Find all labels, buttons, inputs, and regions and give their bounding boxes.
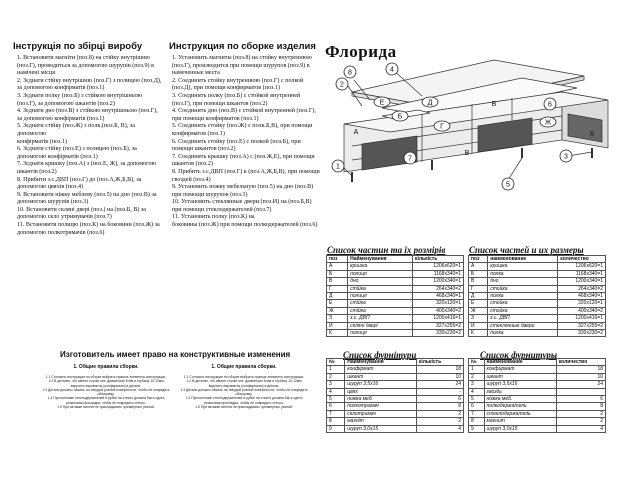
- hardware-ru-table: [468, 358, 606, 433]
- table-cell: гвоздь: [484, 388, 556, 395]
- table-cell: дно: [488, 278, 558, 285]
- table-cell: 2: [416, 418, 463, 425]
- table-cell: з.с. ДВП: [488, 315, 558, 322]
- table-cell: 8: [556, 403, 605, 410]
- table-cell: 327х255=2: [412, 322, 463, 329]
- header-cell: кількість: [412, 256, 463, 263]
- rule-item: 1.3 Детали должны лежать на твердой ровной поверхности, чтобы не повредить облицовку.: [42, 387, 170, 397]
- table-cell: А: [327, 263, 348, 270]
- ua-step: 10. Встановити скляні двері (поз.) на (поз.Б, В) за допомогою скло утримувачів (поз.7): [17, 206, 146, 221]
- ua-step: 3. Зєднати полку (поз.Б) з стійкою внутрішньою (поз.Г), за допомогою шкантів (поз.2): [17, 92, 143, 107]
- table-cell: Ж: [469, 307, 488, 314]
- table-cell: полка: [488, 270, 558, 277]
- table-row: [327, 307, 464, 314]
- table-row: [469, 418, 606, 425]
- table-cell: ножка меб.: [484, 396, 556, 403]
- table-cell: 2: [469, 373, 485, 380]
- table-cell: полкотримач: [345, 403, 417, 410]
- table-cell: З: [327, 315, 348, 322]
- table-row: [327, 403, 464, 410]
- table-cell: В: [327, 278, 348, 285]
- table-cell: 1: [327, 366, 345, 373]
- table-header-row: [327, 359, 464, 366]
- table-cell: шуруп 3,0х15: [345, 425, 417, 432]
- rule-item: 1.5 При затяжке винтов не прикладывать чрезмерных усилий.: [195, 405, 293, 410]
- ua-step: 5. Зєднати стійку (поз.Ж) з полк.(поз.Б, В), за допомогою: [17, 123, 135, 137]
- ua-step: 2. Зєднати стійку внутрішню (поз.Г) з полицею (поз.Д), за допомогою конфірматів (поз.1): [17, 77, 162, 92]
- table-cell: 1206х620=1: [412, 263, 463, 270]
- table-cell: 2: [327, 373, 345, 380]
- callout-label: К: [589, 131, 595, 138]
- ua-step: намічені місця: [17, 70, 56, 77]
- parts-ru-title: Список частей и их размеры: [469, 245, 584, 255]
- ru-step: 4. Соединить дно (поз.В) с стойкой внутренней (поз.Г), при помощи конфирматов (поз.1): [172, 108, 316, 122]
- header-cell: поз: [469, 256, 488, 263]
- ru-step: 10. Установить стеклянные двери (поз.И) на (поз.Б,В): [172, 199, 312, 206]
- table-row: [327, 263, 464, 270]
- table-cell: Г: [327, 285, 348, 292]
- table-cell: 1206х620=1: [558, 263, 606, 270]
- table-cell: В: [469, 278, 488, 285]
- table-row: [469, 425, 606, 432]
- table-row: [327, 300, 464, 307]
- table-cell: полка: [488, 293, 558, 300]
- header-cell: наименование: [488, 256, 558, 263]
- table-cell: 9: [469, 425, 485, 432]
- hardware-ru-title: Список фурнитуры: [480, 350, 558, 360]
- parts-ua-table: [326, 255, 464, 337]
- table-cell: 2: [416, 410, 463, 417]
- table-cell: 18: [556, 366, 605, 373]
- ru-step: 8. Прибить з.с.ДВП (поз.Г) к (поз.А,Ж,Б,В), при помощи гвоздей (поз.4): [172, 168, 320, 183]
- table-row: [327, 330, 464, 337]
- table-cell: 264х340=2: [412, 285, 463, 292]
- table-row: [469, 322, 606, 329]
- table-cell: 9: [327, 425, 345, 432]
- callout-label: 8: [348, 69, 352, 77]
- table-cell: 5: [327, 396, 345, 403]
- table-row: [469, 403, 606, 410]
- table-cell: 3: [327, 381, 345, 388]
- table-cell: Б: [327, 270, 348, 277]
- rules-title: 1. Общие правила сборки.: [211, 364, 277, 370]
- table-row: [469, 330, 606, 337]
- ua-step: шкантів (поз.2): [17, 168, 57, 175]
- table-cell: И: [469, 322, 488, 329]
- table-cell: 330х230=2: [412, 330, 463, 337]
- table-cell: И: [327, 322, 348, 329]
- ru-step: при помощи стеклодержателей (поз.7): [172, 206, 272, 213]
- table-cell: 327х255=2: [558, 322, 606, 329]
- table-row: [469, 293, 606, 300]
- table-cell: стойка: [488, 307, 558, 314]
- table-cell: 1168х340=1: [558, 270, 606, 277]
- callout-label: 7: [408, 155, 412, 163]
- table-cell: склотримач: [345, 410, 417, 417]
- table-cell: 4: [327, 388, 345, 395]
- table-row: [327, 396, 464, 403]
- table-cell: 330х230=2: [558, 330, 606, 337]
- table-cell: Г: [469, 285, 488, 292]
- table-cell: 18: [416, 366, 463, 373]
- hardware-ua-title: Список фурнітури: [343, 350, 417, 360]
- table-cell: шкант: [484, 373, 556, 380]
- table-cell: [556, 388, 605, 395]
- table-row: [469, 263, 606, 270]
- table-cell: з.с. ДВП: [348, 315, 413, 322]
- table-cell: стеклянные двери: [488, 322, 558, 329]
- table-row: [327, 270, 464, 277]
- callout-label: Е: [379, 99, 385, 107]
- table-cell: 7: [469, 410, 485, 417]
- table-cell: 320х120=1: [558, 300, 606, 307]
- header-cell: количество: [556, 359, 605, 366]
- callout-label: 5: [506, 181, 510, 189]
- table-cell: дно: [348, 278, 413, 285]
- table-cell: 10: [556, 373, 605, 380]
- ru-step: 2. Соединить стойку внутреннюю (поз.Г) с полкой (поз.Д), при помощи конфирматов (поз.1): [172, 77, 304, 92]
- table-cell: Б: [469, 270, 488, 277]
- callout-label: 1: [336, 163, 340, 171]
- table-cell: 264х340=2: [558, 285, 606, 292]
- rule-item: 1.4 При монтаже стеклодержателей в рубке на стекло должна быть одета резиновая прокладка, чтобы не повредить стекло.: [47, 396, 165, 405]
- table-row: [469, 373, 606, 380]
- table-cell: 4: [469, 388, 485, 395]
- table-cell: Ж: [327, 307, 348, 314]
- table-row: [327, 418, 464, 425]
- table-cell: 8: [469, 418, 485, 425]
- table-row: [469, 366, 606, 373]
- table-row: [327, 278, 464, 285]
- manufacturer-note: Изготовитель имеет право на конструктивные изменения: [60, 350, 291, 359]
- ru-instruction-title: Инструкция по сборке изделия: [169, 41, 316, 52]
- callout-label: 2: [340, 81, 344, 89]
- ua-step: конфірматів (поз.1): [17, 138, 68, 145]
- ua-step: 1. Встановити магніти (поз.8) на стійку внутрішню (поз.Г), проводиться за допомогою шурупів (поз.9) в: [17, 55, 154, 69]
- table-cell: 4: [556, 425, 605, 432]
- rule-item: 1.4 При монтаже стеклодержателей в рубке на стекло должна быть одета резиновая прокладка, чтобы не повредить стекло.: [185, 396, 303, 405]
- table-cell: 1200х416=1: [558, 315, 606, 322]
- hardware-ua-table: [326, 358, 464, 433]
- table-cell: 10: [416, 373, 463, 380]
- table-cell: 24: [416, 381, 463, 388]
- table-row: [469, 381, 606, 388]
- table-header-row: [469, 359, 606, 366]
- callout-label: 3: [564, 153, 568, 161]
- ru-step: боковины (поз.Ж) при помощи полкодержателей (поз.6): [172, 222, 318, 229]
- header-cell: поз: [327, 256, 348, 263]
- table-cell: скляні двері: [348, 322, 413, 329]
- table-cell: 7: [327, 410, 345, 417]
- table-header-row: [327, 256, 464, 263]
- rules-title: 1. Общие правила сборки.: [73, 364, 139, 370]
- table-row: [327, 381, 464, 388]
- callout-label: Б: [397, 113, 403, 121]
- table-cell: кришка: [488, 263, 558, 270]
- ua-step: 9. Встановити ніжку меблеву (поз.5) на дно (поз.В) за допомогою шурупів (поз.3): [17, 191, 157, 206]
- brand-title: Флорида: [325, 42, 397, 61]
- table-row: [469, 388, 606, 395]
- table-cell: 4: [416, 425, 463, 432]
- ua-step: 4. Зєднати дно (поз.В) з стійкою внутрішньою (поз.Г), за допомогою конфірматів (поз.1): [17, 108, 158, 122]
- table-cell: 468х340=1: [412, 293, 463, 300]
- table-row: [469, 307, 606, 314]
- table-cell: 5: [469, 396, 485, 403]
- table-header-row: [469, 256, 606, 263]
- header-cell: Найменування: [348, 256, 413, 263]
- table-cell: 6: [556, 396, 605, 403]
- header-cell: наименование: [484, 359, 556, 366]
- table-cell: 1: [469, 366, 485, 373]
- table-cell: 2: [556, 418, 605, 425]
- header-cell: Найменування: [345, 359, 417, 366]
- ua-step: 11. Встановити полицю (поз.К) на боковини (поз.Ж) за допомогою полкотримачів (поз.6): [17, 222, 160, 236]
- ru-step: 7. Соединить крышку (поз.А) с (поз.Ж,Е), при помощи шкантов (поз.2): [172, 153, 315, 168]
- table-cell: шкант: [345, 373, 417, 380]
- table-cell: 2: [556, 410, 605, 417]
- ua-steps: [17, 55, 163, 237]
- table-cell: стійка: [348, 300, 413, 307]
- callout-label: Г: [440, 123, 444, 131]
- rule-item: 1.1 Согласно инструкции по сборке выбрать нужные элементы конструкции.: [183, 375, 305, 379]
- table-cell: 6: [416, 396, 463, 403]
- table-cell: Д: [469, 293, 488, 300]
- ua-instruction-title: Інструкція по збірці виробу: [13, 41, 143, 52]
- ru-steps: [172, 55, 320, 230]
- ru-step: 5. Соединить стойку (поз.Ж) с полк.Б,В), при помощи конфирматов (поз.1): [172, 123, 313, 137]
- furniture-exploded-diagram: [322, 56, 640, 196]
- table-cell: стійка: [348, 307, 413, 314]
- table-cell: -: [416, 388, 463, 395]
- table-cell: А: [469, 263, 488, 270]
- table-cell: 400х340=2: [558, 307, 606, 314]
- table-cell: шуруп 3,0х15: [484, 425, 556, 432]
- callout-label: 4: [390, 66, 394, 74]
- rule-item: 1.2 В деталях, что имеют ступки отв. диаметром 8 мм и глубину 10-12мм вкрутить евровинты (конфирматы) в детали.: [186, 379, 302, 388]
- parts-ua-title: Список частин та їх розмірів: [327, 245, 446, 255]
- table-cell: стійка: [348, 285, 413, 292]
- table-row: [469, 410, 606, 417]
- header-cell: количество: [558, 256, 606, 263]
- table-cell: 1200х416=1: [412, 315, 463, 322]
- rule-item: 1.3 Детали должны лежать на твердой ровной поверхности, чтобы не повредить облицовку.: [180, 387, 308, 397]
- table-row: [327, 315, 464, 322]
- table-cell: полкодержатель: [484, 403, 556, 410]
- table-cell: К: [327, 330, 348, 337]
- table-row: [469, 278, 606, 285]
- ru-step: 11. Установить полку (поз.К) на: [172, 214, 255, 221]
- table-cell: 400х340=2: [412, 307, 463, 314]
- table-cell: полка: [488, 330, 558, 337]
- table-cell: конфирмат: [484, 366, 556, 373]
- callout-label: В: [491, 101, 497, 108]
- table-cell: 6: [469, 403, 485, 410]
- table-cell: стеклодержатель: [484, 410, 556, 417]
- table-cell: шуруп 3,5х16: [345, 381, 417, 388]
- rule-item: 1.5 При затяжке винтов не прикладывать чрезмерных усилий.: [57, 405, 155, 410]
- assembly-rules-right: [180, 364, 308, 409]
- table-row: [327, 373, 464, 380]
- table-cell: полиця: [348, 270, 413, 277]
- callout-label: 6: [548, 101, 552, 109]
- table-cell: магнит: [484, 418, 556, 425]
- ru-step: 1. Установить магниты (поз.8) на стойку внутреннюю (поз.Г), производится при помощи шурупов (поз.9) в намеченные места: [172, 55, 312, 77]
- table-cell: ножка меб.: [345, 396, 417, 403]
- table-cell: магніт: [345, 418, 417, 425]
- table-cell: 8: [416, 403, 463, 410]
- table-cell: 1200х340=1: [412, 278, 463, 285]
- callout-label: Ж: [544, 119, 552, 127]
- table-cell: 1168х340=1: [412, 270, 463, 277]
- table-row: [469, 270, 606, 277]
- table-cell: 1200х340=1: [558, 278, 606, 285]
- table-row: [469, 315, 606, 322]
- ua-step: 6. Зєднати стійку (поз.Е) з полицею (поз.Б), за допомогою конфірматів (поз.1): [17, 146, 137, 160]
- table-cell: шуруп 3,5х16: [484, 381, 556, 388]
- callout-label: Д: [427, 99, 433, 107]
- table-cell: стойка: [488, 300, 558, 307]
- table-row: [327, 425, 464, 432]
- table-cell: З: [469, 315, 488, 322]
- table-cell: конфірмат: [345, 366, 417, 373]
- rule-item: 1.1 Согласно инструкции по сборке выбрать нужные элементы конструкции.: [45, 375, 167, 379]
- table-cell: 3: [469, 381, 485, 388]
- table-cell: 320х120=1: [412, 300, 463, 307]
- table-cell: цвях: [345, 388, 417, 395]
- table-row: [469, 285, 606, 292]
- table-row: [327, 285, 464, 292]
- table-cell: Д: [327, 293, 348, 300]
- table-cell: полиця: [348, 330, 413, 337]
- header-cell: №: [469, 359, 485, 366]
- table-row: [469, 300, 606, 307]
- table-cell: К: [469, 330, 488, 337]
- ru-step: 9. Установить ножку мебельную (поз.5) на дно (поз.В) при помощи шурупов (поз.3): [172, 184, 314, 198]
- table-row: [327, 293, 464, 300]
- assembly-rules-left: [42, 364, 170, 409]
- table-cell: 24: [556, 381, 605, 388]
- callout-label: В: [464, 150, 470, 157]
- table-row: [327, 388, 464, 395]
- table-cell: 8: [327, 418, 345, 425]
- rule-item: 1.2 В деталях, что имеют ступки отв. диаметром 8 мм и глубину 10-12мм вкрутить евровинты (конфирматы) в детали.: [48, 379, 164, 388]
- table-row: [469, 396, 606, 403]
- ru-step: 6. Соединить стойку (поз.Е) с полкой (поз.Б), при помощи шкантов (поз.2): [172, 138, 301, 153]
- table-row: [327, 366, 464, 373]
- ru-step: 3. Соединить полку (поз.Б) с стойкой внутренней (поз.Г), при помощи шкантов (поз.2): [172, 92, 301, 107]
- header-cell: №: [327, 359, 345, 366]
- table-cell: 468х340=1: [558, 293, 606, 300]
- table-cell: Е: [469, 300, 488, 307]
- callout-label: А: [353, 129, 359, 136]
- parts-ru-table: [468, 255, 606, 337]
- ua-step: 7. Зєднати кришку (поз.А) з (поз.Е, Ж), за допомогою: [17, 161, 157, 168]
- table-row: [327, 410, 464, 417]
- header-cell: кількість: [416, 359, 463, 366]
- table-cell: стойка: [488, 285, 558, 292]
- table-cell: Е: [327, 300, 348, 307]
- table-cell: кришка: [348, 263, 413, 270]
- table-cell: 6: [327, 403, 345, 410]
- table-cell: полиця: [348, 293, 413, 300]
- ua-step: 8. Прибити з.с.ДВП (поз.Г) до (поз.А,Ж,Б,В), за допомогою цвяхів (поз.4): [17, 176, 142, 191]
- table-row: [327, 322, 464, 329]
